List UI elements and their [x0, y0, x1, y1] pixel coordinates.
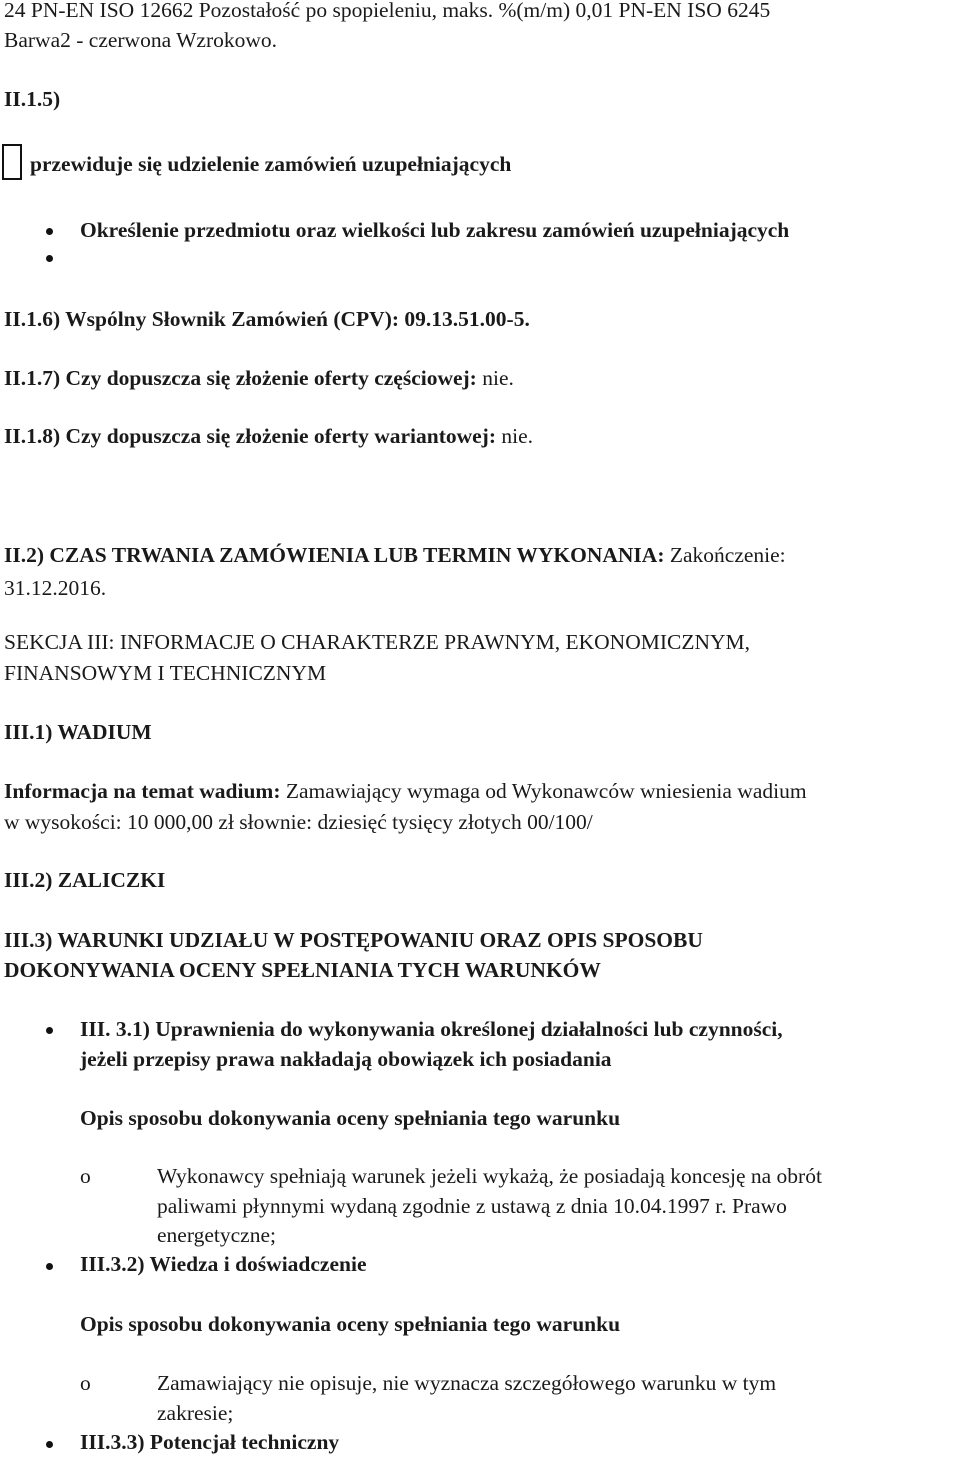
bullet-text-1: Określenie przedmiotu oraz wielkości lub zakresu zamówień uzupełniających [80, 218, 790, 242]
section-ii-1-6 [4, 305, 530, 333]
ii-1-8-value: nie. [501, 424, 534, 448]
iii-3-1-line-2: jeżeli przepisy prawa nakładają obowiązek ich posiadania [80, 1047, 612, 1071]
ii-1-6-value: 09.13.51.00-5. [404, 307, 530, 331]
ii-1-7-value: nie. [482, 366, 514, 390]
ii-1-7-label: II.1.7) Czy dopuszcza się złożenie oferty częściowej: [4, 366, 477, 390]
iii-3-1-sub-3: energetyczne; [157, 1223, 276, 1247]
checkbox[interactable] [2, 144, 22, 180]
bullet-icon [46, 1027, 53, 1034]
spec-line-1: 24 PN-EN ISO 12662 Pozostałość po spopieleniu, maks. %(m/m) 0,01 PN-EN ISO 6245 [4, 0, 771, 22]
sekcja-iii-title-1: SEKCJA III: INFORMACJE O CHARAKTERZE PRAWNYM, EKONOMICZNYM, [4, 630, 751, 654]
ii-2-label: II.2) CZAS TRWANIA ZAMÓWIENIA LUB TERMIN WYKONANIA: [4, 543, 665, 567]
wadium-text-1: Zamawiający wymaga od Wykonawców wniesienia wadium [285, 779, 807, 803]
wadium-label: Informacja na temat wadium: [4, 779, 281, 803]
section-iii-3-heading-1: III.3) WARUNKI UDZIAŁU W POSTĘPOWANIU ORAZ OPIS SPOSOBU [4, 928, 703, 952]
iii-3-1-sub-2: paliwami płynnymi wydaną zgodnie z ustawą z dnia 10.04.1997 r. Prawo [157, 1194, 787, 1218]
section-iii-2-heading: III.2) ZALICZKI [4, 868, 166, 892]
section-iii-3-heading-2: DOKONYWANIA OCENY SPEŁNIANIA TYCH WARUNKÓW [4, 958, 601, 982]
circle-marker-icon: o [80, 1371, 91, 1395]
iii-3-1-sub-1: Wykonawcy spełniają warunek jeżeli wykażą, że posiadają koncesję na obrót [157, 1164, 822, 1188]
spec-line-2: Barwa2 - czerwona Wzrokowo. [4, 28, 278, 52]
section-ii-1-5-heading: II.1.5) [4, 87, 61, 111]
iii-3-1-line-1: III. 3.1) Uprawnienia do wykonywania określonej działalności lub czynności, [80, 1017, 783, 1041]
iii-3-2-sub-1: Zamawiający nie opisuje, nie wyznacza szczegółowego warunku w tym [157, 1371, 777, 1395]
iii-3-2-heading: III.3.2) Wiedza i doświadczenie [80, 1252, 367, 1276]
iii-3-1-opis: Opis sposobu dokonywania oceny spełniania tego warunku [80, 1106, 621, 1130]
ii-1-6-label: II.1.6) Wspólny Słownik Zamówień (CPV): [4, 307, 400, 331]
sekcja-iii-title-2: FINANSOWYM I TECHNICZNYM [4, 661, 327, 685]
wadium-info-line-1 [4, 777, 807, 805]
wadium-text-2: w wysokości: 10 000,00 zł słownie: dziesięć tysięcy złotych 00/100/ [4, 810, 593, 834]
ii-2-value: Zakończenie: [669, 543, 786, 567]
iii-3-3-heading: III.3.3) Potencjał techniczny [80, 1430, 340, 1454]
section-ii-1-7 [4, 364, 514, 392]
section-ii-1-8 [4, 422, 533, 450]
section-ii-2 [4, 541, 786, 569]
ii-2-date: 31.12.2016. [4, 576, 107, 600]
bullet-icon [46, 1441, 53, 1448]
section-iii-1-heading: III.1) WADIUM [4, 720, 152, 744]
checkbox-label: przewiduje się udzielenie zamówień uzupełniających [30, 152, 512, 176]
iii-3-2-sub-2: zakresie; [157, 1401, 234, 1425]
ii-1-8-label: II.1.8) Czy dopuszcza się złożenie oferty wariantowej: [4, 424, 496, 448]
bullet-icon [46, 1263, 53, 1270]
bullet-icon [46, 255, 53, 262]
iii-3-2-opis: Opis sposobu dokonywania oceny spełniania tego warunku [80, 1312, 621, 1336]
bullet-icon [46, 228, 53, 235]
circle-marker-icon: o [80, 1164, 91, 1188]
